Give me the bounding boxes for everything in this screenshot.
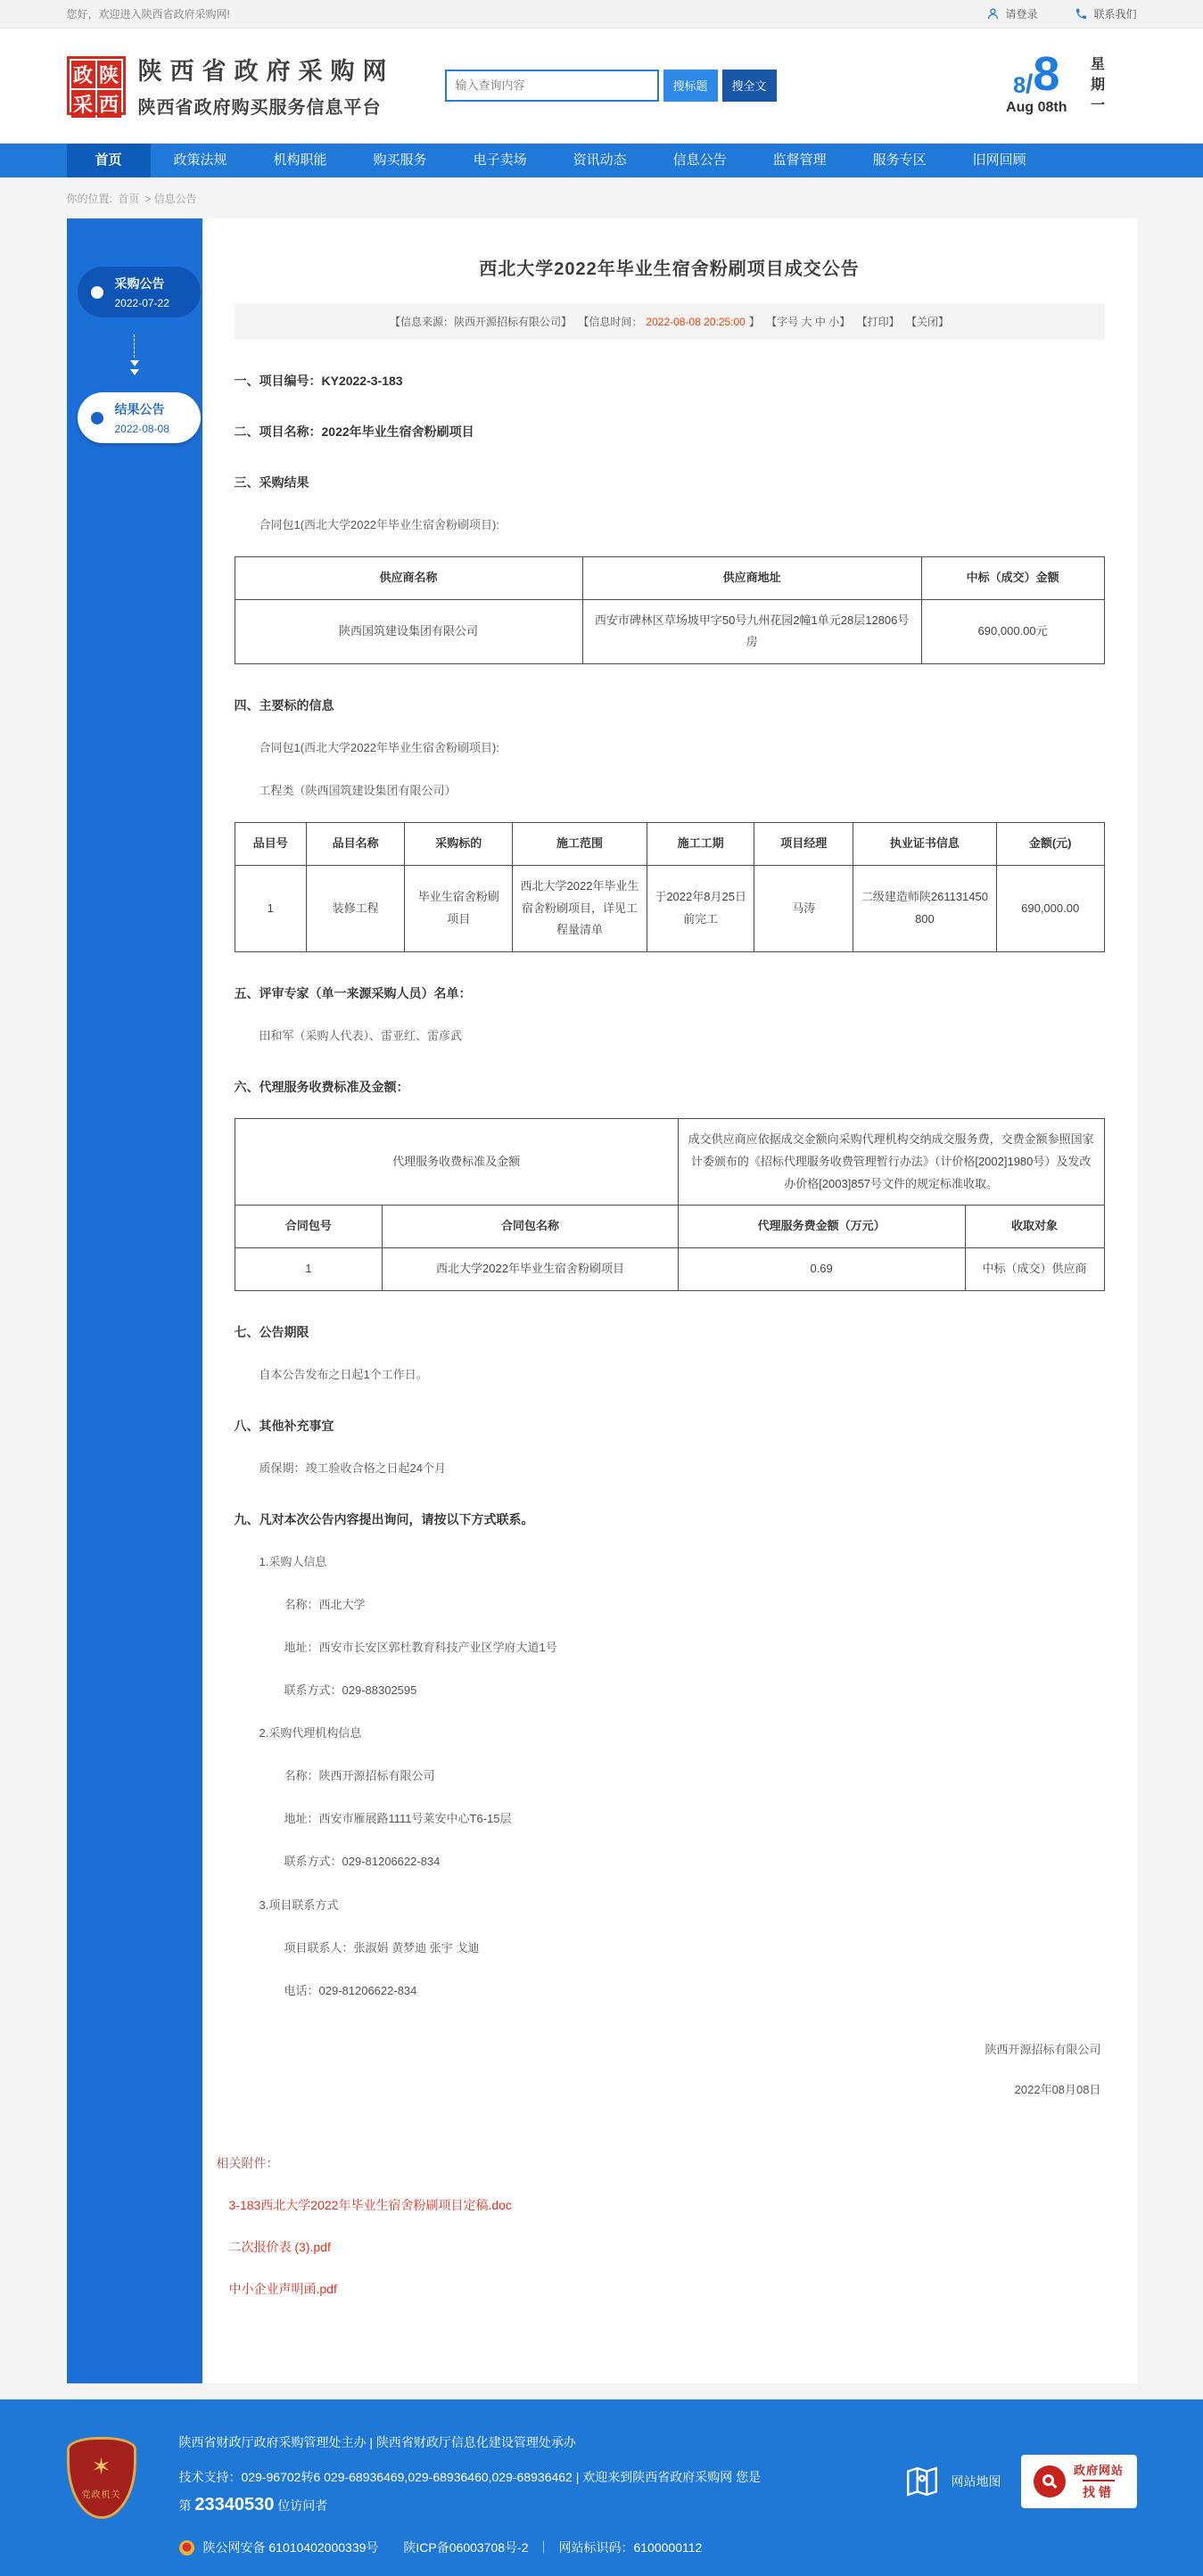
security-record-link[interactable]: 陕公网安备 61010402000339号	[202, 2540, 379, 2555]
attachment-doc-link[interactable]: 3-183西北大学2022年毕业生宿舍粉刷项目定稿.doc	[228, 2197, 512, 2212]
sitemap-link[interactable]: 网站地图	[903, 2463, 1001, 2500]
sidebar-step-procurement-notice[interactable]: 采购公告 2022-07-22	[78, 267, 201, 317]
section-agency-fee-heading: 六、代理服务收费标准及金额：	[234, 1080, 409, 1095]
experts-names: 田和军（采购人代表）、雷亚红、雷彦武	[259, 1029, 463, 1043]
section-other-heading: 八、其他补充事宜	[234, 1418, 334, 1433]
info-source: 【信息来源：陕西开源招标有限公司】	[390, 316, 573, 328]
phone-icon	[1075, 7, 1088, 21]
search-fulltext-button[interactable]: 搜全文	[722, 70, 777, 102]
signoff-org: 陕西开源招标有限公司	[985, 2042, 1101, 2056]
buyer-phone: 联系方式：029-88302595	[284, 1683, 417, 1698]
table-row: 陕西国筑建设集团有限公司 西安市碑林区草场坡甲字50号九州花园2幢1单元28层12806号房 690,000.00元	[235, 599, 1104, 663]
attachment-pdf-link[interactable]: 二次报价表 (3).pdf	[228, 2239, 331, 2254]
result-table	[235, 556, 1105, 664]
site-footer	[0, 2399, 1203, 2576]
dot-icon	[91, 412, 103, 424]
content-area	[67, 218, 1137, 2383]
footer-registration-line: 陕公网安备 61010402000339号 陕ICP备06003708号-2 ｜ 网站标识码：6100000112	[179, 2539, 1137, 2556]
site-title-block	[138, 52, 395, 119]
attachments-block	[217, 2154, 1105, 2298]
breadcrumb-current-link[interactable]: 信息公告	[153, 193, 197, 205]
project-contact-title: 3.项目联系方式	[259, 1897, 339, 1912]
breadcrumb	[0, 177, 1203, 218]
arrow-down-icon	[67, 317, 202, 392]
date-slash: /	[1026, 69, 1034, 99]
article-meta-bar: 【信息来源：陕西开源招标有限公司】 【信息时间： 2022-08-08 20:25:00 】 【字号 大 中 小】 【打印】 【关闭】	[235, 303, 1105, 340]
section-project-number: 一、项目编号：KY2022-3-183	[234, 374, 403, 388]
login-link[interactable]: 请登录	[986, 6, 1037, 21]
footer-info-block	[179, 2432, 768, 2533]
date-month: 8	[1013, 73, 1026, 99]
badge-emblem-icon: ✶	[91, 2453, 111, 2481]
table-row: 代理服务收费标准及金额 成交供应商应依据成交金额向采购代理机构交纳成交服务费，交费金额参照国家计委颁布的《招标代理服务收费管理暂行办法》（计价格[2002]1980号）及发改办价格[2003]857号文件的规定标准收取。	[235, 1119, 1104, 1206]
user-icon	[986, 7, 1000, 21]
footer-support-line: 技术支持：029-96702转6 029-68936469,029-68936460,029-68936462 | 欢迎来到陕西省政府采购网 您是第 23340530 位访问者	[178, 2470, 762, 2515]
buyer-name: 名称：西北大学	[284, 1597, 366, 1611]
table-header-row: 合同包号 合同包名称 代理服务费金额（万元） 收取对象	[235, 1206, 1104, 1248]
breadcrumb-home-link[interactable]: 首页	[118, 193, 140, 205]
signoff-block	[235, 2040, 1101, 2097]
top-bar	[0, 0, 1203, 29]
main-nav	[0, 144, 1203, 177]
attachments-title: 相关附件：	[216, 2155, 279, 2170]
subject-type-line: 工程类（陕西国筑建设集团有限公司）	[259, 784, 457, 798]
package-line: 合同包1(西北大学2022年毕业生宿舍粉刷项目):	[259, 518, 499, 531]
section-project-name: 二、项目名称：2022年毕业生宿舍粉刷项目	[234, 424, 474, 439]
attachment-pdf-link[interactable]: 中小企业声明函.pdf	[228, 2281, 337, 2296]
nav-item-announcements[interactable]: 信息公告	[672, 152, 727, 168]
agency-name: 名称：陕西开源招标有限公司	[284, 1769, 435, 1783]
date-english: Aug 08th	[1006, 99, 1067, 115]
font-size-controls[interactable]: 【字号 大 中 小】	[766, 316, 851, 328]
nav-item-functions[interactable]: 机构职能	[273, 152, 327, 168]
nav-item-service-zone[interactable]: 服务专区	[872, 152, 927, 168]
period-body: 自本公告发布之日起1个工作日。	[259, 1367, 428, 1381]
breadcrumb-label: 你的位置:	[66, 193, 112, 205]
find-error-logo	[1034, 2465, 1066, 2498]
nav-item-home[interactable]: 首页	[67, 144, 151, 177]
breadcrumb-separator: >	[144, 193, 152, 205]
section-period-heading: 七、公告期限	[234, 1324, 309, 1339]
section-result-heading: 三、采购结果	[234, 475, 309, 490]
icp-record-link[interactable]: 陕ICP备06003708号-2	[403, 2540, 529, 2555]
project-contact-phone: 电话：029-81206622-834	[284, 1983, 417, 1997]
footer-organizer-line: 陕西省财政厅政府采购管理处主办 | 陕西省财政厅信息化建设管理处承办	[178, 2434, 576, 2449]
party-government-badge	[67, 2437, 136, 2519]
timeline-sidebar	[67, 218, 202, 2383]
nav-item-e-mall[interactable]: 电子卖场	[473, 152, 527, 168]
article-panel	[202, 218, 1137, 2383]
gov-site-find-error-button[interactable]: 政府网站 找错	[1021, 2455, 1137, 2508]
visitor-count: 23340530	[194, 2495, 275, 2515]
search-input[interactable]	[445, 70, 659, 102]
agency-address: 地址：西安市雁展路1111号莱安中心T6-15层	[284, 1812, 512, 1826]
nav-item-supervision[interactable]: 监督管理	[772, 152, 827, 168]
other-body: 质保期：竣工验收合格之日起24个月	[259, 1461, 446, 1475]
signoff-date: 2022年08月08日	[1014, 2082, 1101, 2096]
project-contact-people: 项目联系人：张淑娟 黄梦迪 张宇 戈迪	[284, 1940, 480, 1955]
subject-table	[235, 822, 1105, 952]
site-title: 陕西省政府采购网	[137, 58, 395, 85]
dot-icon	[91, 286, 103, 299]
section-inquiry-heading: 九、凡对本次公告内容提出询问，请按以下方式联系。	[234, 1511, 534, 1527]
map-icon	[903, 2463, 941, 2500]
agency-info-title: 2.采购代理机构信息	[259, 1726, 362, 1741]
site-logo: 政 陕 采 西	[67, 56, 126, 115]
police-badge-icon	[179, 2540, 194, 2555]
table-header-row: 供应商名称 供应商地址 中标（成交）金额	[235, 557, 1104, 600]
buyer-address: 地址：西安市长安区郭杜教育科技产业区学府大道1号	[284, 1641, 557, 1654]
site-subtitle: 陕西省政府购买服务信息平台	[137, 98, 382, 118]
table-header-row: 品目号 品目名称 采购标的 施工范围 施工工期 项目经理 执业证书信息 金额(元)	[235, 823, 1104, 866]
agency-fee-table	[235, 1118, 1105, 1290]
table-row: 1 装修工程 毕业生宿舍粉刷项目 西北大学2022年毕业生宿舍粉刷项目，详见工程量清单 于2022年8月25日前完工 马涛 二级建造师陕261131450800 690,000.00	[235, 866, 1104, 952]
info-time-label: 【信息时间：	[578, 316, 643, 328]
close-button[interactable]: 【关闭】	[905, 316, 949, 328]
info-time: 2022-08-08 20:25:00	[646, 316, 746, 328]
welcome-text: 您好，欢迎进入陕西省政府采购网!	[66, 8, 230, 21]
nav-item-purchase-services[interactable]: 购买服务	[373, 152, 427, 168]
page-title: 西北大学2022年毕业生宿舍粉刷项目成交公告	[479, 259, 860, 279]
search-area	[445, 70, 777, 102]
sidebar-step-result-notice[interactable]: 结果公告 2022-08-08	[78, 392, 201, 443]
site-header	[0, 29, 1203, 144]
nav-item-old-site[interactable]: 旧网回顾	[972, 152, 1026, 168]
weekday-text: 星期一	[1088, 56, 1104, 118]
section-experts-heading: 五、评审专家（单一来源采购人员）名单：	[234, 986, 472, 1001]
site-code-text: 网站标识码：6100000112	[558, 2540, 703, 2555]
date-day: 8	[1033, 47, 1060, 101]
print-button[interactable]: 【打印】	[856, 316, 900, 328]
badge-text: 党政机关	[81, 2490, 121, 2501]
contact-us-link[interactable]: 联系我们	[1075, 6, 1136, 21]
buyer-info-title: 1.采购人信息	[259, 1554, 327, 1568]
table-row: 1 西北大学2022年毕业生宿舍粉刷项目 0.69 中标（成交）供应商	[235, 1247, 1104, 1290]
nav-item-policies[interactable]: 政策法规	[173, 152, 227, 168]
date-widget	[1006, 47, 1136, 118]
section-subject-heading: 四、主要标的信息	[234, 698, 334, 713]
package-line: 合同包1(西北大学2022年毕业生宿舍粉刷项目):	[259, 741, 499, 755]
agency-phone: 联系方式：029-81206622-834	[284, 1855, 441, 1869]
nav-item-news[interactable]: 资讯动态	[573, 152, 627, 168]
search-title-button[interactable]: 搜标题	[663, 70, 718, 102]
